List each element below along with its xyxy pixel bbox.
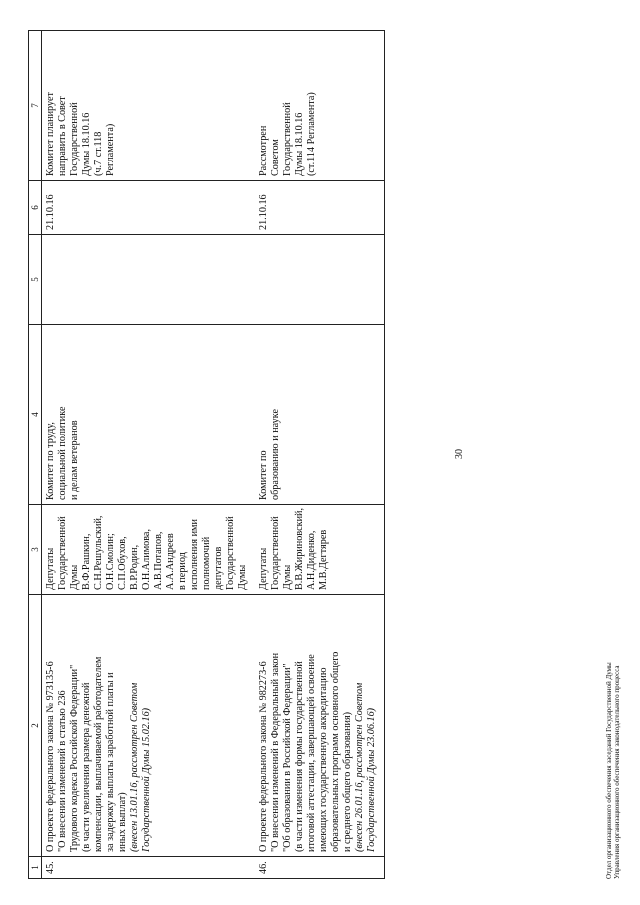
- bill-title-line: О проекте федерального закона № 982273-6: [258, 661, 269, 852]
- footer-line: Управления организационного обеспечения законодательного процесса: [613, 665, 621, 879]
- committee-line: социальной политике: [57, 406, 68, 500]
- page-number: 30: [454, 449, 465, 459]
- table-row: [255, 31, 385, 879]
- bill-title-line: О проекте федерального закона № 973135-6: [45, 661, 56, 852]
- author-line: Государственной: [225, 516, 236, 590]
- author-line: в период: [177, 552, 188, 590]
- bill-title-line: Трудового кодекса Российской Федерации": [69, 664, 80, 852]
- author-line: С.П.Обухов,: [117, 536, 128, 590]
- status-line: Государственной: [282, 102, 293, 176]
- col-header-6: 6: [29, 181, 42, 235]
- status-cell: [42, 31, 256, 181]
- status-cell: [255, 31, 385, 181]
- bill-title-line: "О внесении изменений в Федеральный закон: [270, 652, 281, 852]
- committee-line: Комитет по: [258, 450, 269, 500]
- author-line: В.В.Жириновский,: [294, 507, 305, 590]
- author-line: О.Н.Смолин;: [105, 533, 116, 590]
- committee-line: Комитет по труду,: [45, 422, 56, 500]
- author-line: А.Н.Диденко,: [306, 530, 317, 590]
- bill-title-line: "Об образовании в Российской Федерации": [282, 663, 293, 852]
- bill-title-line: имеющих государственную аккредитацию: [318, 667, 329, 852]
- author-line: В.Ф.Рашкин,: [81, 533, 92, 590]
- col5-cell: [42, 235, 256, 325]
- bill-title-line: за задержку выплаты заработной платы и: [105, 672, 116, 852]
- bill-authors: [42, 505, 256, 595]
- author-line: С.Н.Решульский,: [93, 515, 104, 590]
- bill-title-line: (в части изменения формы государственной: [294, 661, 305, 852]
- bill-description: [255, 595, 385, 857]
- footer: [605, 662, 621, 879]
- bill-note-line: (внесен 26.01.16, рассмотрен Советом: [354, 682, 365, 852]
- bill-title-line: "О внесении изменений в статью 236: [57, 690, 68, 852]
- author-line: Думы: [237, 564, 248, 590]
- committee-line: образованию и науке: [270, 409, 281, 500]
- bill-title-line: итоговой аттестации, завершающей освоение: [306, 654, 317, 852]
- author-line: полномочий: [201, 536, 212, 590]
- status-line: Комитет планирует: [45, 92, 56, 176]
- bill-authors: [255, 505, 385, 595]
- committee-line: и делам ветеранов: [69, 420, 80, 500]
- author-line: депутатов: [213, 546, 224, 590]
- author-line: Думы: [69, 564, 80, 590]
- date-cell: 21.10.16: [42, 181, 256, 235]
- bill-title-line: и среднего общего образования): [342, 711, 353, 852]
- row-number: 46.: [255, 857, 385, 879]
- bill-title-line: компенсации, выплачиваемой работодателем: [93, 656, 104, 852]
- col-header-4: 4: [29, 325, 42, 505]
- status-line: (ст.114 Регламента): [306, 92, 317, 176]
- status-line: Думы 18.10.16: [81, 112, 92, 176]
- status-line: Думы 18.10.16: [294, 112, 305, 176]
- responsible-committee: [255, 325, 385, 505]
- bill-note-line: Государственной Думы 23.06.16): [366, 707, 377, 852]
- footer-line: Отдел организационного обеспечения заседаний Государственной Думы: [605, 662, 613, 879]
- status-line: Советом: [270, 139, 281, 176]
- bill-title-line: иных выплат): [117, 792, 128, 852]
- col-header-2: 2: [29, 595, 42, 857]
- status-line: (ч.7 ст.118: [93, 131, 104, 176]
- author-line: Государственной: [270, 516, 281, 590]
- status-line: направить в Совет: [57, 96, 68, 176]
- header-row: [29, 31, 42, 879]
- col5-cell: [255, 235, 385, 325]
- date-cell: 21.10.16: [255, 181, 385, 235]
- author-line: О.Н.Алимова,: [141, 529, 152, 590]
- author-line: В.Р.Родин,: [129, 544, 140, 590]
- col-header-5: 5: [29, 235, 42, 325]
- responsible-committee: [42, 325, 256, 505]
- author-line: А.В.Потапов,: [153, 531, 164, 590]
- bill-note-line: (внесен 13.01.16, рассмотрен Советом: [129, 682, 140, 852]
- table-row: [42, 31, 256, 879]
- col-header-7: 7: [29, 31, 42, 181]
- author-line: исполнения ими: [189, 519, 200, 590]
- status-line: Государственной: [69, 102, 80, 176]
- author-line: Государственной: [57, 516, 68, 590]
- col-header-1: 1: [29, 857, 42, 879]
- author-line: А.А.Андреев: [165, 533, 176, 590]
- author-line: Думы: [282, 564, 293, 590]
- bill-title-line: образовательных программ основного общего: [330, 651, 341, 852]
- bill-description: [42, 595, 256, 857]
- author-line: М.В.Дегтярев: [318, 529, 329, 590]
- bill-note-line: Государственной Думы 15.02.16): [141, 707, 152, 852]
- row-number: 45.: [42, 857, 256, 879]
- bill-title-line: (в части увеличения размера денежной: [81, 682, 92, 852]
- bills-table: [28, 30, 385, 879]
- status-line: Рассмотрен: [258, 125, 269, 176]
- status-line: Регламента): [105, 123, 116, 176]
- col-header-3: 3: [29, 505, 42, 595]
- author-line: Депутаты: [45, 547, 56, 590]
- author-line: Депутаты: [258, 547, 269, 590]
